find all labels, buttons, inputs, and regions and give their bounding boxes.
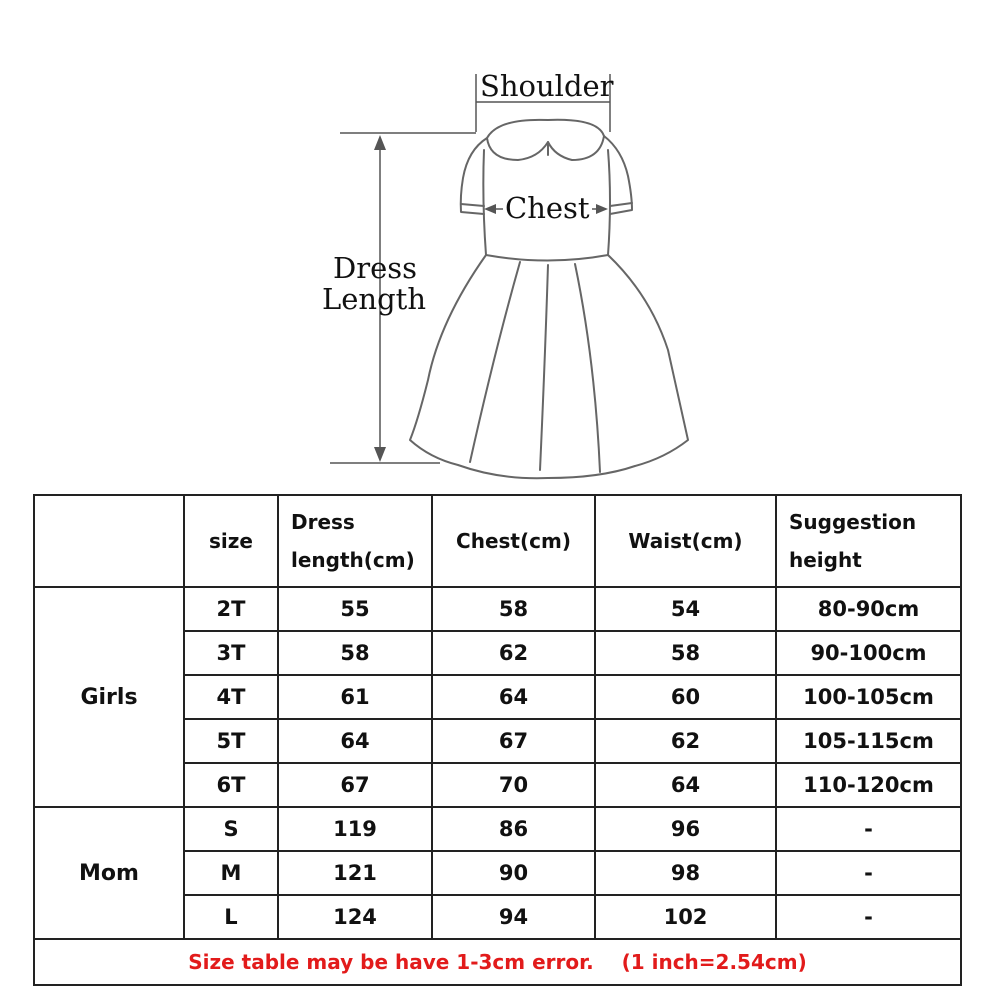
cell-height: -: [776, 807, 961, 851]
cell-height: 90-100cm: [776, 631, 961, 675]
cell-waist: 102: [595, 895, 776, 939]
dress-label: Dress: [333, 251, 418, 285]
cell-size: M: [184, 851, 278, 895]
cell-chest: 70: [432, 763, 595, 807]
cell-length: 61: [278, 675, 432, 719]
waist-line: [486, 255, 608, 261]
cell-chest: 94: [432, 895, 595, 939]
shoulder-label: Shoulder: [480, 69, 614, 103]
cell-size: S: [184, 807, 278, 851]
cell-size: 4T: [184, 675, 278, 719]
right-sleeve-shape: [604, 136, 632, 214]
cell-waist: 60: [595, 675, 776, 719]
size-table: [33, 494, 962, 986]
cell-waist: 58: [595, 631, 776, 675]
dress-measurement-diagram: [0, 0, 1000, 490]
table-row: [34, 807, 961, 851]
error-note: Size table may be have 1-3cm error. (1 inch=2.54cm): [34, 939, 961, 985]
cell-height: -: [776, 895, 961, 939]
cell-waist: 62: [595, 719, 776, 763]
cell-length: 121: [278, 851, 432, 895]
cell-waist: 54: [595, 587, 776, 631]
skirt-shape: [410, 255, 688, 478]
cell-length: 119: [278, 807, 432, 851]
header-dress-length: Dress length(cm): [278, 495, 432, 587]
header-group: [34, 495, 184, 587]
cell-height: 100-105cm: [776, 675, 961, 719]
header-chest: Chest(cm): [432, 495, 595, 587]
cell-size: 5T: [184, 719, 278, 763]
cell-length: 64: [278, 719, 432, 763]
cell-chest: 86: [432, 807, 595, 851]
cell-length: 67: [278, 763, 432, 807]
cell-size: 2T: [184, 587, 278, 631]
cell-waist: 98: [595, 851, 776, 895]
header-suggestion-height: Suggestion height: [776, 495, 961, 587]
chest-label: Chest: [505, 191, 590, 225]
table-header-row: [34, 495, 961, 587]
collar-shape: [487, 120, 604, 160]
cell-height: 80-90cm: [776, 587, 961, 631]
cell-waist: 96: [595, 807, 776, 851]
cell-chest: 62: [432, 631, 595, 675]
cell-height: 105-115cm: [776, 719, 961, 763]
cell-chest: 90: [432, 851, 595, 895]
cell-size: L: [184, 895, 278, 939]
cell-waist: 64: [595, 763, 776, 807]
group-label-girls: Girls: [34, 587, 184, 807]
cell-size: 6T: [184, 763, 278, 807]
table-row: [34, 587, 961, 631]
cell-length: 124: [278, 895, 432, 939]
cell-length: 58: [278, 631, 432, 675]
cell-chest: 67: [432, 719, 595, 763]
cell-chest: 64: [432, 675, 595, 719]
cell-length: 55: [278, 587, 432, 631]
length-label: Length: [322, 282, 426, 316]
note-row: [34, 939, 961, 985]
header-size: size: [184, 495, 278, 587]
cell-chest: 58: [432, 587, 595, 631]
cell-height: -: [776, 851, 961, 895]
header-waist: Waist(cm): [595, 495, 776, 587]
cell-height: 110-120cm: [776, 763, 961, 807]
cell-size: 3T: [184, 631, 278, 675]
group-label-mom: Mom: [34, 807, 184, 939]
